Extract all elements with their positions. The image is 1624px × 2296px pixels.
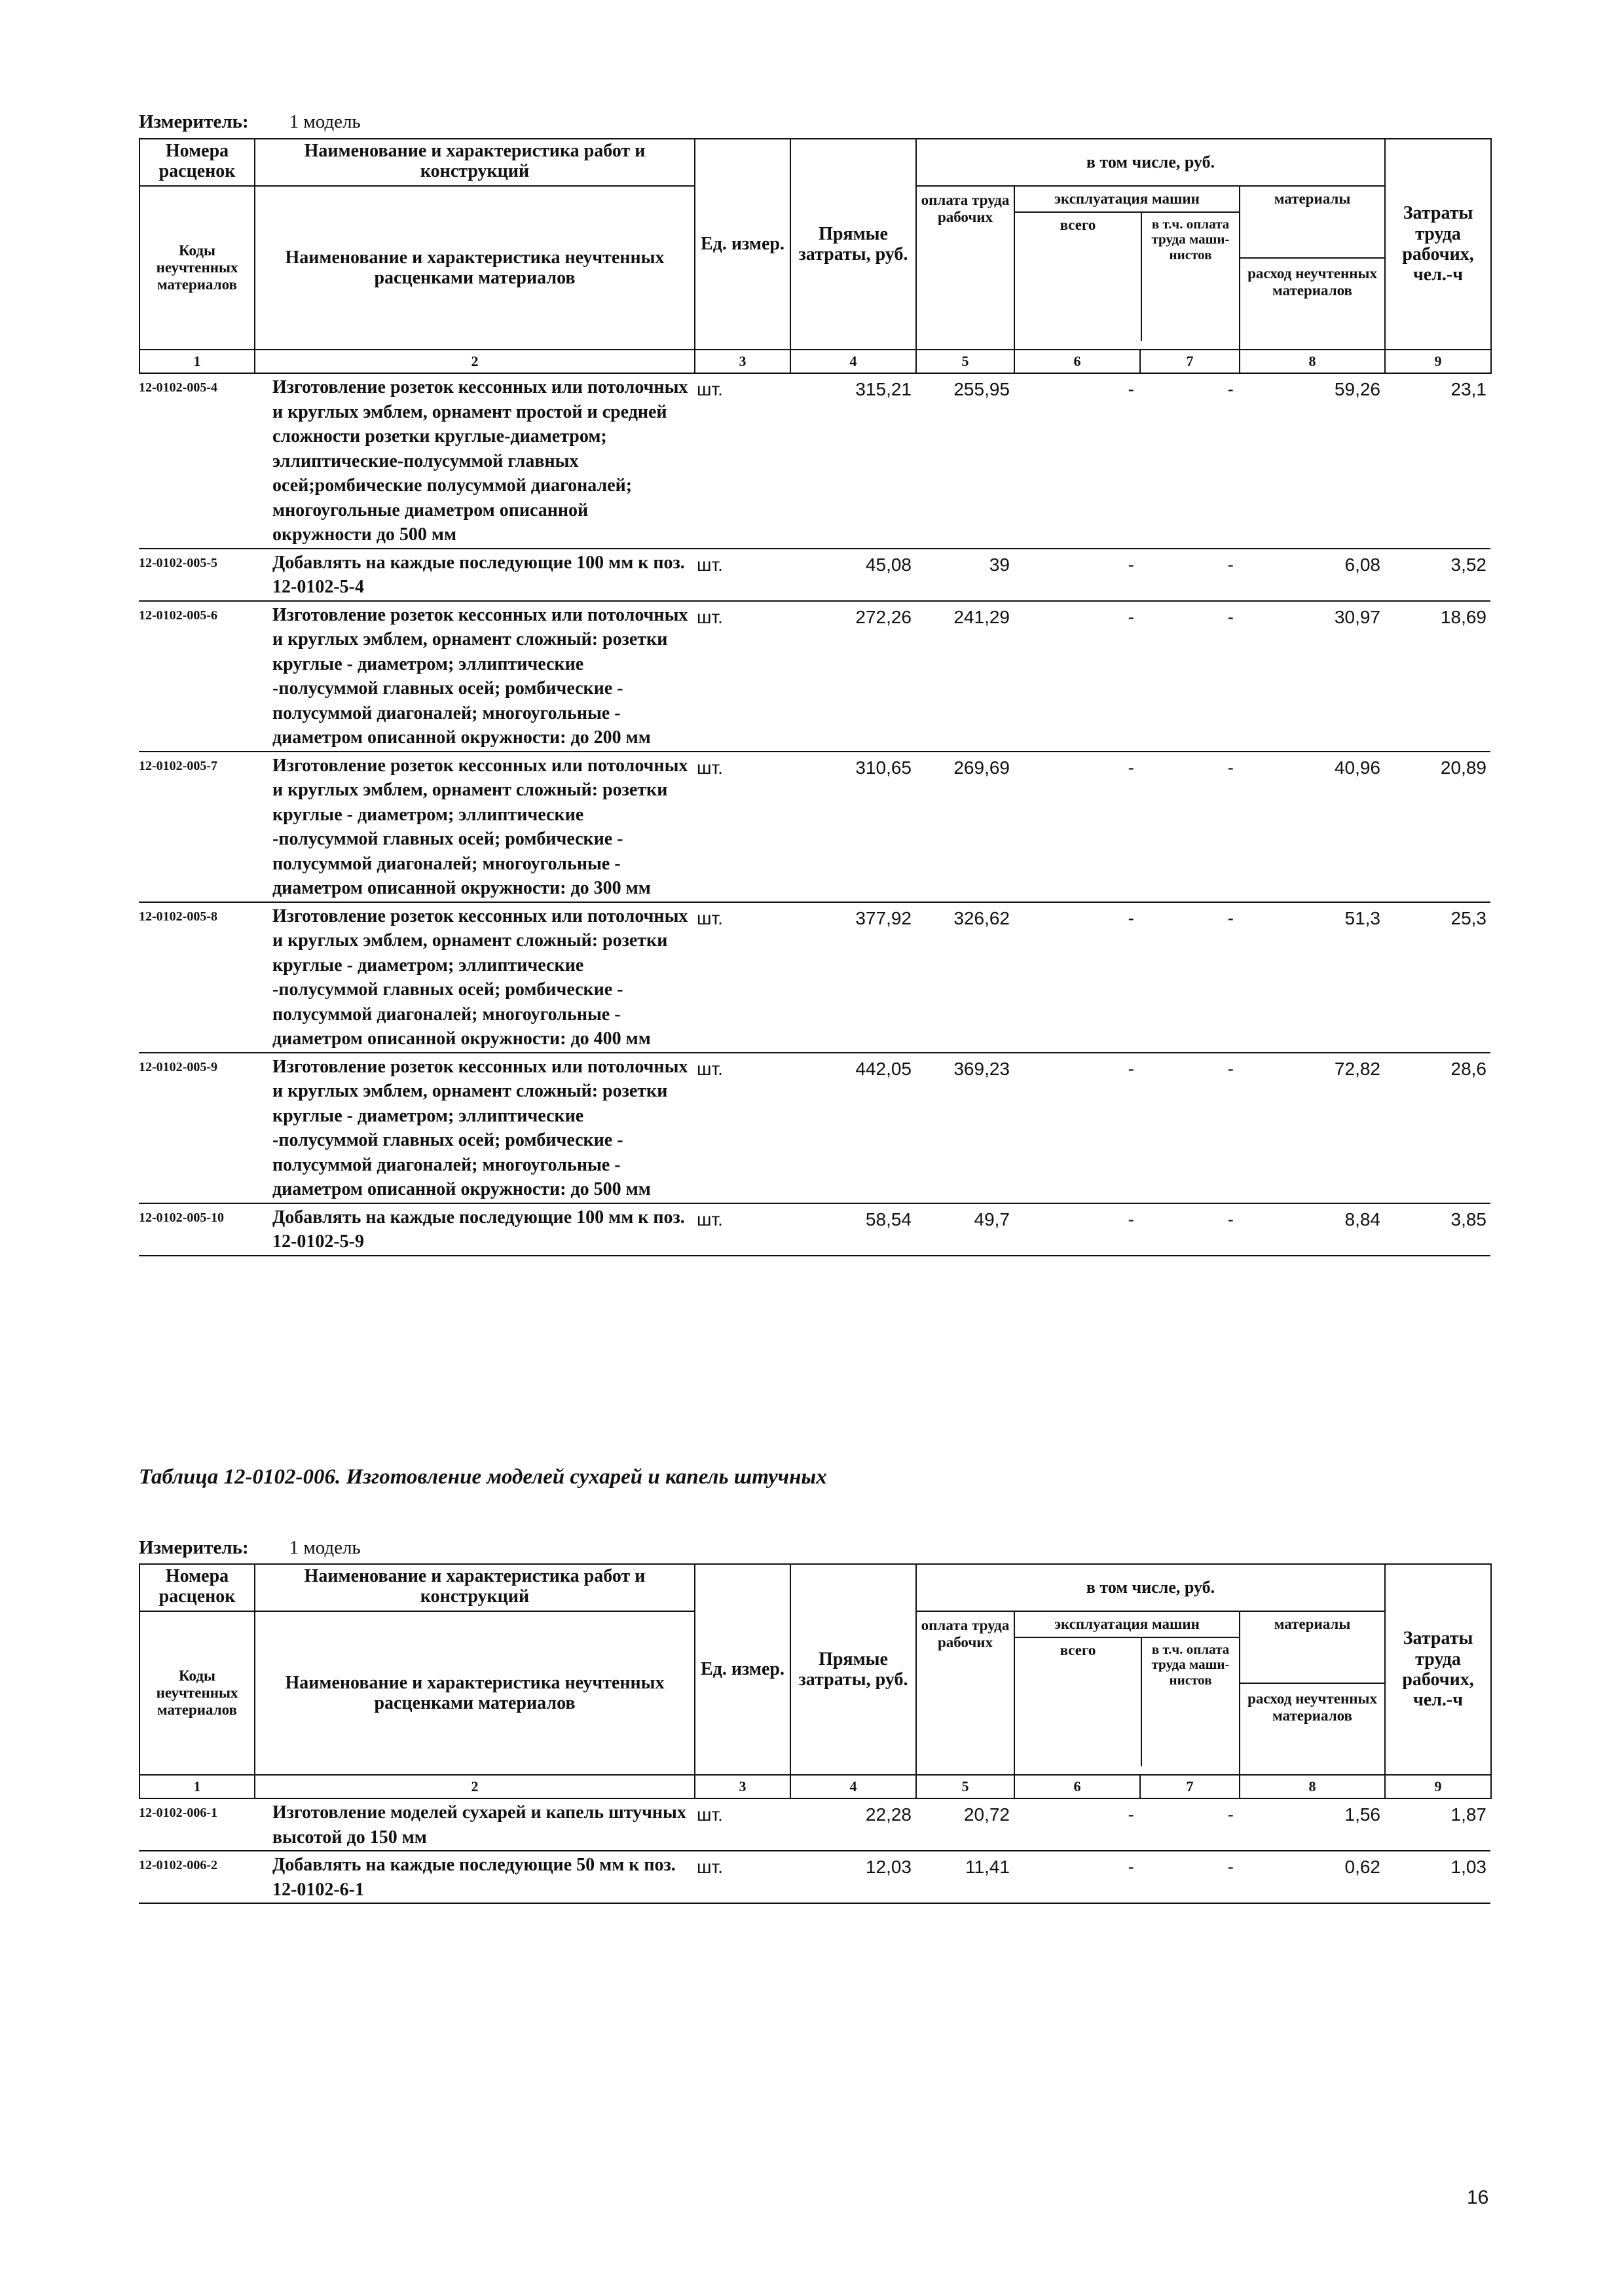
work-name: Добавлять на каждые последующие 100 мм к поз. 12-0102-5-4 [272, 552, 685, 597]
header-work-name: Наименование и характеристика работ и конструкций [255, 1564, 695, 1611]
rate-code: 12-0102-005-10 [139, 1210, 224, 1225]
rate-code: 12-0102-006-1 [139, 1806, 217, 1820]
measure-unit: 1 модель [289, 1537, 361, 1558]
machines-cell: - [1128, 1058, 1134, 1079]
header-machines-group [1014, 1611, 1240, 1775]
machines-cell: - [1128, 757, 1134, 778]
unit-cell: шт. [697, 757, 723, 778]
work-name: Изготовление розеток кессонных или потолочных и круглых эмблем, орнамент сложный: розетки круглые - диаметром; эллиптические -полусуммой главных осей; ромбические - полусуммой диагоналей; многоугольные - диаметром описанной окружности: до 300 мм [272, 755, 688, 898]
header-machines-group [1014, 186, 1240, 350]
machinists-pay-cell: - [1227, 606, 1234, 627]
materials-cell: 1,56 [1344, 1804, 1380, 1825]
header-machines-total: всего [1015, 213, 1142, 341]
machines-cell: - [1128, 907, 1134, 928]
table-body-2 [139, 1799, 1490, 1904]
work-name: Изготовление моделей сухарей и капель штучных высотой до 150 мм [272, 1802, 686, 1848]
unit-cell: шт. [697, 1804, 723, 1825]
machinists-pay-cell: - [1227, 1804, 1234, 1825]
measure-label: Измеритель: [139, 111, 249, 132]
unit-cell: шт. [697, 1209, 723, 1230]
header-labor-costs: Затраты труда рабочих, чел.-ч [1385, 139, 1491, 350]
header-material-codes: Коды неучтенных материалов [139, 186, 255, 350]
header-machines: эксплуатация машин [1015, 187, 1239, 213]
header-materials: материалы [1240, 1612, 1384, 1684]
direct-costs-cell: 442,05 [855, 1058, 912, 1079]
machines-cell: - [1128, 379, 1134, 399]
work-name: Добавлять на каждые последующие 50 мм к поз. 12-0102-6-1 [272, 1855, 676, 1900]
table-row [139, 902, 1490, 1053]
col-number-8: 8 [1240, 1775, 1385, 1798]
rate-code: 12-0102-005-9 [139, 1059, 217, 1074]
table-body-1 [139, 374, 1490, 1256]
machines-cell: - [1128, 1209, 1134, 1230]
table-row [139, 601, 1490, 752]
table-header-1 [139, 138, 1492, 374]
rate-code: 12-0102-005-6 [139, 608, 217, 623]
col-number-6: 6 [1014, 1775, 1140, 1798]
direct-costs-cell: 58,54 [865, 1209, 912, 1230]
labor-pay-cell: 39 [989, 554, 1010, 575]
machinists-pay-cell: - [1227, 757, 1234, 778]
labor-pay-cell: 20,72 [963, 1804, 1010, 1825]
labor-costs-cell: 20,89 [1440, 757, 1486, 778]
table-row [139, 374, 1490, 549]
labor-pay-cell: 241,29 [953, 606, 1010, 627]
col-number-2: 2 [255, 350, 695, 373]
table-row [139, 1799, 1490, 1851]
machinists-pay-cell: - [1227, 1209, 1234, 1230]
table-row [139, 549, 1490, 601]
table-2-title: Таблица 12-0102-006. Изготовление моделей сухарей и капель штучных [139, 1465, 827, 1489]
col-number-9: 9 [1385, 1775, 1491, 1798]
work-name: Добавлять на каждые последующие 100 мм к поз. 12-0102-5-9 [272, 1207, 685, 1252]
col-number-5: 5 [916, 1775, 1014, 1798]
unit-cell: шт. [697, 554, 723, 575]
rate-code: 12-0102-005-4 [139, 380, 217, 395]
rate-code: 12-0102-005-5 [139, 555, 217, 570]
col-number-3: 3 [695, 350, 790, 373]
labor-pay-cell: 49,7 [974, 1209, 1010, 1230]
header-uncounted-use: расход неучтенных материалов [1247, 1690, 1377, 1724]
col-number-8: 8 [1240, 350, 1385, 373]
labor-costs-cell: 18,69 [1440, 606, 1486, 627]
header-direct-costs: Прямые затраты, руб. [790, 139, 916, 350]
header-materials-group [1240, 186, 1385, 350]
direct-costs-cell: 272,26 [855, 606, 912, 627]
col-number-7: 7 [1140, 350, 1240, 373]
table-row [139, 1203, 1490, 1256]
header-material-names: Наименование и характеристика неучтенных расценками материалов [255, 186, 695, 350]
rate-code: 12-0102-005-7 [139, 758, 217, 773]
col-number-9: 9 [1385, 350, 1491, 373]
machinists-pay-cell: - [1227, 1058, 1234, 1079]
materials-cell: 8,84 [1344, 1209, 1380, 1230]
rate-code: 12-0102-005-8 [139, 909, 217, 924]
measure-line-2 [139, 1537, 361, 1559]
header-rate-number: Номера расценок [139, 139, 255, 186]
page-number: 16 [1467, 2187, 1489, 2208]
header-unit: Ед. измер. [695, 139, 790, 350]
header-including: в том числе, руб. [916, 139, 1385, 186]
unit-cell: шт. [697, 1058, 723, 1079]
work-name: Изготовление розеток кессонных или потолочных и круглых эмблем, орнамент сложный: розетки круглые - диаметром; эллиптические -полусуммой главных осей; ромбические - полусуммой диагоналей; многоугольные - диаметром описанной окружности: до 500 мм [272, 1056, 688, 1199]
header-labor-costs: Затраты труда рабочих, чел.-ч [1385, 1564, 1491, 1775]
header-labor-pay: оплата труда рабочих [916, 186, 1014, 350]
unit-cell: шт. [697, 606, 723, 627]
machines-cell: - [1128, 606, 1134, 627]
direct-costs-cell: 45,08 [865, 554, 912, 575]
work-name: Изготовление розеток кессонных или потолочных и круглых эмблем, орнамент сложный: розетки круглые - диаметром; эллиптические -полусуммой главных осей; ромбические - полусуммой диагоналей; многоугольные - диаметром описанной окружности: до 200 мм [272, 604, 688, 748]
unit-cell: шт. [697, 907, 723, 928]
header-machines: эксплуатация машин [1015, 1612, 1239, 1638]
header-machines-total: всего [1015, 1638, 1142, 1766]
machines-cell: - [1128, 554, 1134, 575]
unit-cell: шт. [697, 1857, 723, 1877]
unit-cell: шт. [697, 379, 723, 399]
table-row [139, 752, 1490, 902]
rate-code: 12-0102-006-2 [139, 1858, 217, 1872]
materials-cell: 59,26 [1334, 379, 1380, 399]
machinists-pay-cell: - [1227, 379, 1234, 399]
labor-pay-cell: 369,23 [953, 1058, 1010, 1079]
materials-cell: 30,97 [1334, 606, 1380, 627]
header-work-name: Наименование и характеристика работ и конструкций [255, 139, 695, 186]
labor-pay-cell: 255,95 [953, 379, 1010, 399]
machines-cell: - [1128, 1804, 1134, 1825]
col-number-3: 3 [695, 1775, 790, 1798]
materials-cell: 6,08 [1344, 554, 1380, 575]
col-number-1: 1 [139, 1775, 255, 1798]
machines-cell: - [1128, 1857, 1134, 1877]
header-labor-pay: оплата труда рабочих [916, 1611, 1014, 1775]
labor-costs-cell: 1,03 [1450, 1857, 1486, 1877]
labor-pay-cell: 11,41 [965, 1857, 1010, 1877]
col-number-2: 2 [255, 1775, 695, 1798]
table-header-2 [139, 1563, 1492, 1799]
machinists-pay-cell: - [1227, 554, 1234, 575]
labor-costs-cell: 1,87 [1450, 1804, 1486, 1825]
direct-costs-cell: 22,28 [865, 1804, 912, 1825]
header-unit: Ед. измер. [695, 1564, 790, 1775]
materials-cell: 72,82 [1334, 1058, 1380, 1079]
header-rate-number: Номера расценок [139, 1564, 255, 1611]
labor-costs-cell: 3,52 [1450, 554, 1486, 575]
header-direct-costs: Прямые затраты, руб. [790, 1564, 916, 1775]
table-row [139, 1851, 1490, 1903]
measure-line-1 [139, 111, 361, 133]
measure-unit: 1 модель [289, 111, 361, 132]
col-number-5: 5 [916, 350, 1014, 373]
col-number-7: 7 [1140, 1775, 1240, 1798]
labor-costs-cell: 23,1 [1450, 379, 1486, 399]
direct-costs-cell: 315,21 [855, 379, 912, 399]
labor-costs-cell: 25,3 [1450, 907, 1486, 928]
materials-cell: 40,96 [1334, 757, 1380, 778]
direct-costs-cell: 377,92 [855, 907, 912, 928]
machinists-pay-cell: - [1227, 907, 1234, 928]
machinists-pay-cell: - [1227, 1857, 1234, 1877]
header-material-codes: Коды неучтенных материалов [139, 1611, 255, 1775]
materials-cell: 0,62 [1344, 1857, 1380, 1877]
work-name: Изготовление розеток кессонных или потолочных и круглых эмблем, орнамент простой и средней сложности розетки круглые-диаметром; эллиптические-полусуммой главных осей;ромбические полусуммой диагоналей; многоугольные диаметром описанной окружности до 500 мм [272, 377, 688, 545]
header-materials-group [1240, 1611, 1385, 1775]
header-materials: материалы [1240, 187, 1384, 259]
header-material-names: Наименование и характеристика неучтенных расценками материалов [255, 1611, 695, 1775]
measure-label: Измеритель: [139, 1537, 249, 1558]
labor-costs-cell: 28,6 [1450, 1058, 1486, 1079]
materials-cell: 51,3 [1344, 907, 1380, 928]
direct-costs-cell: 12,03 [865, 1857, 912, 1877]
labor-costs-cell: 3,85 [1450, 1209, 1486, 1230]
direct-costs-cell: 310,65 [855, 757, 912, 778]
col-number-1: 1 [139, 350, 255, 373]
col-number-6: 6 [1014, 350, 1140, 373]
table-row [139, 1053, 1490, 1203]
col-number-4: 4 [790, 1775, 916, 1798]
header-uncounted-use: расход неучтенных материалов [1247, 265, 1377, 299]
header-machinists-pay: в т.ч. оплата труда маши-нистов [1151, 1641, 1230, 1688]
labor-pay-cell: 269,69 [953, 757, 1010, 778]
header-machinists-pay: в т.ч. оплата труда маши-нистов [1151, 215, 1230, 263]
labor-pay-cell: 326,62 [953, 907, 1010, 928]
header-including: в том числе, руб. [916, 1564, 1385, 1611]
col-number-4: 4 [790, 350, 916, 373]
work-name: Изготовление розеток кессонных или потолочных и круглых эмблем, орнамент сложный: розетки круглые - диаметром; эллиптические -полусуммой главных осей; ромбические - полусуммой диагоналей; многоугольные - диаметром описанной окружности: до 400 мм [272, 905, 688, 1049]
